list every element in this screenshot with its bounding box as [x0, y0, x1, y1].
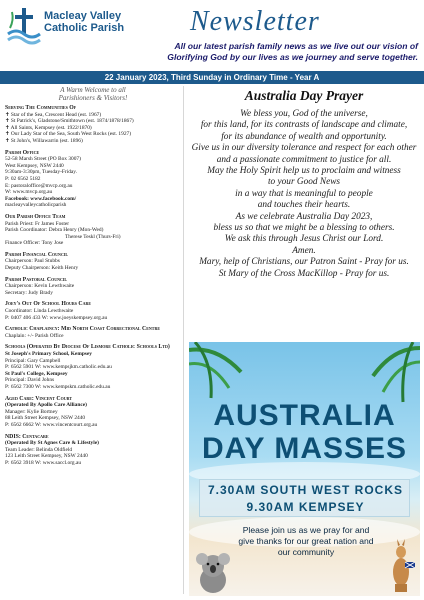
school-name: St Joseph's Primary School, Kempsey	[5, 351, 92, 357]
australia-day-poster	[189, 342, 420, 596]
koala-icon	[193, 550, 233, 594]
parish-directory	[5, 86, 181, 596]
prayer-line: We bless you, God of the universe,	[240, 109, 368, 119]
office-phone: P: 02 6562 5182	[5, 175, 41, 182]
school-name: St Paul's College, Kempsey	[5, 370, 68, 377]
joeys-heading: Joey's Out Of School Hours Care	[5, 301, 92, 308]
team-item: Finance Officer: Tony Jose	[5, 240, 64, 247]
aged-care-item: Manager: Kylie Bortney	[5, 408, 58, 415]
community-item: ✝ St John's, Willawarrin (est. 1896)	[5, 137, 83, 144]
invite-line1: Please join us as we pray for and	[242, 525, 370, 535]
parish-name	[44, 10, 144, 34]
invite-line2: give thanks for our great nation and	[238, 536, 374, 546]
prayer-line: We ask this through Jesus Christ our Lord.	[224, 234, 384, 245]
date-band: 22 January 2023, Third Sunday in Ordinary Time - Year A	[0, 71, 424, 84]
office-website-link[interactable]: W: www.mvcp.org.au	[5, 189, 53, 196]
pastoral-council-heading: Parish Pastoral Council	[5, 276, 68, 283]
chaplaincy-heading: Catholic Chaplaincy: Mid North Coast Correctional Centre	[5, 326, 161, 333]
newsletter-title: Newsletter	[190, 6, 320, 37]
facebook-link[interactable]: Facebook: www.facebook.com/	[5, 195, 77, 202]
prayer-line: May the Holy Spirit help us to proclaim and witness	[207, 166, 401, 177]
parish-name-line1: Macleay Valley	[44, 10, 122, 22]
community-item: ✝ Our Lady Star of the Sea, South West Rocks (est. 1927)	[5, 131, 132, 138]
prayer-line: and a passionate commitment to justice for all.	[216, 154, 392, 165]
ndis-item: Team Leader: Belinda Oldfield	[5, 446, 73, 453]
parish-logo-icon	[6, 6, 42, 46]
aged-care-operator: (Operated By Apollo Care Alliance)	[5, 402, 87, 409]
pastoral-item: Secretary: Judy Brady	[5, 289, 53, 296]
schools-heading: Schools (Operated By Diocese Of Lismore Catholic Schools Ltd)	[5, 344, 170, 351]
prayer-section	[188, 86, 420, 280]
office-heading: Parish Office	[5, 149, 40, 156]
prayer-line: and touches their hearts.	[257, 200, 351, 211]
school-item: Principal: David Johns	[5, 377, 55, 384]
community-item: ✝ All Saints, Kempsey (est. 1922/1870)	[5, 124, 92, 131]
tagline	[160, 41, 418, 63]
prayer-line: As we celebrate Australia Day 2023,	[235, 211, 373, 222]
office-suburb: West Kempsey, NSW 2440	[5, 162, 64, 169]
aged-care-item: P: 6562 6662 W: www.vincentcourt.org.au	[5, 421, 98, 428]
tagline-line1: All our latest parish family news as we live out our vision of	[174, 41, 418, 51]
prayer-line: for its abundance of wealth and opportunity.	[221, 131, 387, 142]
community-item: ✝ St Patrick's, Gladstone/Smithtown (est. 1874/1878/1867)	[5, 118, 134, 125]
community-item: ✝ Star of the Sea, Crescent Head (est. 1967)	[5, 111, 102, 118]
team-item: Therese Teskl (Thurs-Fri)	[65, 233, 121, 240]
prayer-text	[188, 109, 420, 280]
mass-time-kempsey: 9.30AM KEMPSEY	[246, 500, 365, 514]
prayer-line: in a way that is meaningful to people	[235, 188, 373, 199]
kangaroo-icon	[385, 538, 417, 594]
prayer-title: Australia Day Prayer	[244, 88, 364, 103]
prayer-line: for this land, for its contrasts of landscape and climate,	[200, 120, 408, 131]
newsletter-header	[0, 0, 424, 70]
prayer-line: St Mary of the Cross MacKillop - Pray for us.	[218, 268, 390, 279]
finance-item: Chairperson: Paul Stubbs	[5, 258, 60, 265]
chaplaincy-item: Chaplain: +/- Parish Office	[5, 332, 64, 339]
ndis-heading: NDIS: Centacare	[5, 433, 49, 440]
school-item: Principal: Gary Campbell	[5, 357, 61, 364]
team-heading: Our Parish Office Team	[5, 213, 66, 220]
ndis-operator: (Operated By St Agnes Care & Lifestyle)	[5, 440, 99, 447]
communities-heading: Serving The Communities Of	[5, 105, 77, 111]
prayer-line: to your Good News	[267, 177, 341, 188]
prayer-line: bless us so that we might be a blessing to others.	[213, 223, 395, 234]
team-item: Parish Coordinator: Debra Henry (Mon-Wed)	[5, 227, 104, 234]
welcome-line1: A Warm Welcome to all	[60, 86, 126, 94]
prayer-line: Amen.	[292, 245, 316, 256]
ndis-item: 123 Leith Street Kempsey, NSW 2440	[5, 453, 88, 460]
tagline-line2: Glorifying God by our lives as we journey and serve together.	[167, 52, 418, 62]
parish-name-line2: Catholic Parish	[44, 22, 125, 34]
invite-line3: our community	[277, 547, 335, 557]
finance-item: Deputy Chairperson: Keith Henry	[5, 265, 79, 272]
office-address: 52-58 Marsh Street (PO Box 3007)	[5, 156, 81, 163]
school-item: P: 6562 5901 W: www.kempsjkm.catholic.edu.au	[5, 364, 112, 371]
office-hours: 9:30am-3:30pm, Tuesday-Friday.	[5, 169, 77, 176]
team-item: Parish Priest: Fr James Foster	[5, 220, 70, 227]
pastoral-item: Chairperson: Kevin Lewthwaite	[5, 283, 75, 290]
ndis-item: P: 6562 3918 W: www.saccl.org.au	[5, 459, 82, 466]
aged-care-heading: Aged Care: Vincent Court	[5, 395, 73, 402]
school-item: P: 6562 7300 W: www.kempskm.catholic.edu.au	[5, 383, 111, 390]
welcome-line2: Parishioners & Visitors!	[58, 94, 128, 102]
poster-heading-line2: DAY MASSES	[201, 432, 408, 465]
joeys-item: P: 0407 406 433 W: www.joeyskempsey.org.au	[5, 314, 108, 321]
poster-invitation	[217, 525, 395, 558]
office-email-link[interactable]: E: pastoraloffice@mvcp.org.au	[5, 182, 73, 189]
prayer-line: Give us in our diversity tolerance and respect for each other	[191, 143, 417, 154]
mass-time-south-west-rocks: 7.30AM SOUTH WEST ROCKS	[207, 483, 404, 497]
prayer-line: Mary, help of Christians, our Patron Saint - Pray for us.	[199, 257, 409, 268]
facebook-link-cont[interactable]: macleayvalleycatholicparish	[5, 202, 67, 209]
finance-council-heading: Parish Financial Council	[5, 251, 69, 258]
joeys-item: Coordinator: Linda Lewthwaite	[5, 308, 74, 315]
poster-heading-line1: AUSTRALIA	[213, 399, 396, 432]
mass-times-box	[199, 479, 410, 517]
column-divider	[183, 86, 184, 594]
welcome-message	[5, 86, 181, 102]
aged-care-item: 88 Leith Street Kempsey, NSW 2440	[5, 415, 86, 422]
